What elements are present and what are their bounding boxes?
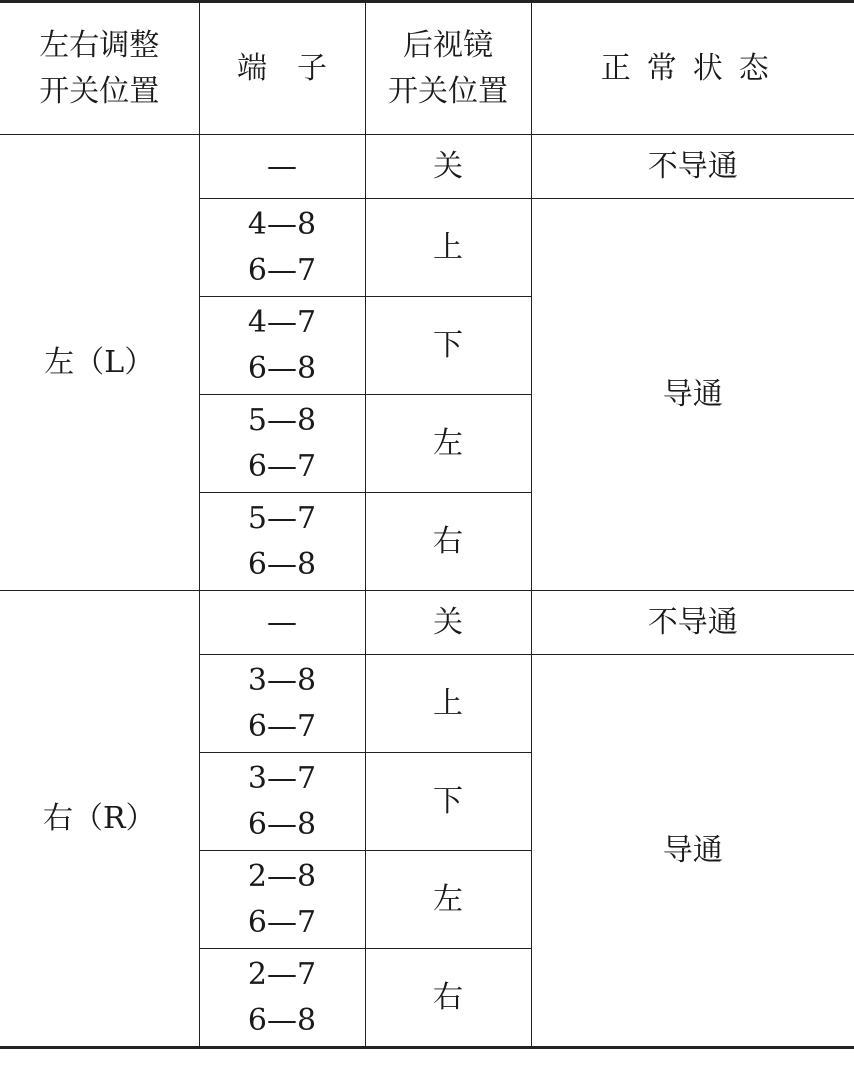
mirror-position-cell: 下 (365, 753, 531, 851)
state-cell: 导通 (531, 199, 854, 591)
mirror-position-cell: 右 (365, 949, 531, 1048)
mirror-position-cell: 右 (365, 493, 531, 591)
terminal-cell: — (199, 135, 365, 199)
mirror-position-cell: 关 (365, 591, 531, 655)
terminal-cell: 4—8 6—7 (199, 199, 365, 297)
terminal-cell: — (199, 591, 365, 655)
terminal-cell: 5—8 6—7 (199, 395, 365, 493)
mirror-position-cell: 左 (365, 851, 531, 949)
mirror-position-cell: 关 (365, 135, 531, 199)
state-cell: 导通 (531, 655, 854, 1048)
table-row (0, 591, 854, 655)
mirror-position-cell: 上 (365, 199, 531, 297)
state-cell: 不导通 (531, 135, 854, 199)
header-normal-state: 正常状态 (531, 2, 854, 135)
switch-position-cell: 左（L） (0, 135, 199, 591)
table-row (0, 135, 854, 199)
terminal-cell: 3—7 6—8 (199, 753, 365, 851)
mirror-position-cell: 上 (365, 655, 531, 753)
mirror-position-cell: 下 (365, 297, 531, 395)
switch-position-cell: 右（R） (0, 591, 199, 1048)
header-switch-position: 左右调整 开关位置 (0, 2, 199, 135)
state-cell: 不导通 (531, 591, 854, 655)
terminal-cell: 5—7 6—8 (199, 493, 365, 591)
header-row (0, 2, 854, 135)
terminal-cell: 4—7 6—8 (199, 297, 365, 395)
mirror-position-cell: 左 (365, 395, 531, 493)
header-terminal: 端 子 (199, 2, 365, 135)
header-mirror-position: 后视镜 开关位置 (365, 2, 531, 135)
terminal-cell: 3—8 6—7 (199, 655, 365, 753)
terminal-cell: 2—8 6—7 (199, 851, 365, 949)
terminal-cell: 2—7 6—8 (199, 949, 365, 1048)
